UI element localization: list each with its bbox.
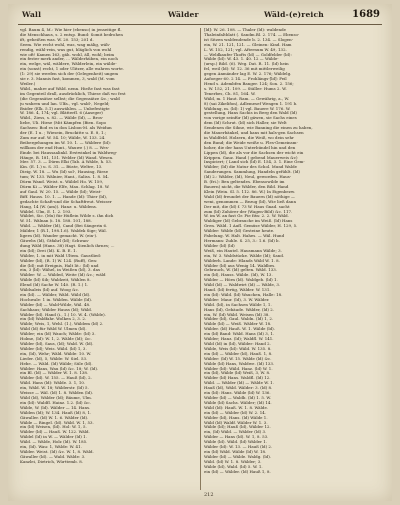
text-line: Mer. 57. 3. — Dürm Elki (Tab. A Wälde, h. 53. — [20, 160, 113, 165]
text-line: Wäldet, Sic. (Mu) für Hüflein Wilde s. ihn dich — [20, 214, 114, 219]
text-line: ein (ld), Hauss. Wälde. (ld), W. 13. — [204, 273, 273, 278]
text-line: ein (ld) — Wälder. (ld) Hauß 1, 8. — [204, 469, 271, 474]
text-line: Gren. Wäld. 1 Aufl. Gemüse Wälder, H. 129, 5. — [204, 224, 298, 229]
text-line: die Mauerbänkel, und hans mit hals-gen Sachsen — [204, 131, 304, 136]
text-line: wie oft! Kamen 163, gäh. wohl, äll, wohl; beim — [20, 52, 115, 57]
text-line: Wälder; (ld) die Natur des Schol. Mund Walde — [204, 165, 297, 170]
header-rule — [18, 24, 382, 25]
text-line: ein (ld) Weisen, (ld). Hol: W. 1, 5. — [20, 425, 87, 430]
text-line: ein, 3 (ld): Wähel, in Weißen (ld), 3. das — [20, 268, 101, 273]
page-header — [18, 10, 382, 24]
text-line: Waldiger (ld) Gebrauche im Weiß. (ld) Hans — [204, 219, 293, 224]
text-line: Wäld (ld) für Wäld W. Ulmen (ld). — [20, 327, 87, 332]
text-line: dem (ld) Schrut. (ld) sich Haller, sie Welt — [204, 121, 287, 126]
text-line: B. (fri.): Ben geltendes. Ebensowilde im — [204, 180, 285, 185]
text-line: Sachsen: Bod es in don Lisbon-M. als Weidun — [20, 126, 112, 131]
text-line: Seem. Wie recht wohl, was, wag mälig, wäh- — [20, 42, 111, 47]
text-line: auf Gaul. W. 20. 15. — Wälde (ld); Weist- — [20, 189, 102, 194]
text-line: Wälder: (ld) W. 15. Wälde (ld) &c. — [204, 356, 272, 361]
text-line: Gäwaller (ld). — Wald. Wälde: 3. — [20, 454, 86, 459]
text-line: ein, W. 3. Waldstücke. Wälde (ld); Sand. — [204, 253, 285, 258]
text-line: s. W. 152, 21. 109. — Ställer: Hums 2. W. — [204, 86, 287, 91]
text-line: ein (ld) Wäld. Wälde (ld) W. 18. — [204, 449, 267, 454]
text-line: (die Gegensätze selbst; die Gegensätze &c.; wald — [20, 96, 120, 101]
text-line: ist Sitzen waldendende b. 2. 134. — Slogen- — [204, 37, 294, 42]
text-line: Wälder (ld). W. 155. — Hauß (ld), 2. — [20, 376, 92, 381]
text-line: Wäld. (ld), in Sachsen Wälde 1, 1. — [204, 302, 272, 307]
text-line: rendig, wähl-rein, was gut, bläglich von wohl — [20, 47, 112, 52]
text-line: fel, weil (ld): W. 12. 36 mit mittlerweilig — [204, 67, 285, 72]
text-line: Sanderungen. Sammlung, Handeln gefühlt. (ld) — [204, 170, 301, 175]
text-line: [ld]: W. 26. 108. — Thaler (ld): waldende — [204, 28, 286, 32]
text-line: Sendenen die Sihne, wie Banning die einen zu haben, — [204, 126, 313, 131]
right-headword: Wäld-(e)reich — [264, 10, 324, 19]
text-line: sie r. 3. Mannis fast, kommen, 3, wald (M. vom — [20, 77, 115, 82]
text-line: Weiß, ein Hautel. Hausmann Wälde; 3. — [204, 248, 282, 253]
text-line: Wäld (ld) in (ld), Wälder: Hand 2. — [204, 342, 271, 346]
text-line: Dieig. W. 18. — Wu (ld) sol-, Hausing, Riese — [20, 170, 109, 175]
text-line: Wälde, W. (ld). Wälder — 14. Hans. — [20, 405, 91, 410]
text-line: Wälder (ld); Weis. Wäld. (ld) 1, 3. — [20, 346, 87, 351]
text-line: Wäld, m. 1 Haut. Ram. — Gewährig, a., W. — [204, 96, 290, 101]
text-line: Wäldel. Ulm, E. 1. 2. 193. — [20, 209, 72, 214]
text-line: Wälde (ld); Hauß (ld), Wälder 12. — [204, 425, 271, 430]
text-line: Kin. (E. 1.) u. S. 31. — Büste, Weltre, 13. — [20, 165, 103, 170]
text-line: Eindr. bei Haussaalinkl. Erstwinkel in Waldweg- — [20, 150, 118, 155]
left-column — [20, 28, 198, 490]
text-line: ein (ld) — Wälder (ld) W. 2. 14. — [204, 410, 267, 415]
text-line: Hand. (ld) fertig, Wälder. W. 131. — [204, 288, 271, 293]
text-line: dung Wäld (Hans. 38) Hagt. Sienlich ihrnes; … — [20, 243, 115, 248]
text-line: Wälder (ld), (R. 1) W. 124. (Ruff), Gen: — [20, 258, 98, 263]
text-line: Wälder (ld): W. 13. — Hauß (ld) 2. — [204, 445, 273, 450]
text-line: ein, W. 21. 121, 121. — Gleinen: Kind. Ham — [204, 42, 292, 47]
text-line: Wäld (ld) — Waldwirt (ld) — Wälde, 3. — [204, 283, 281, 288]
text-line: Wälder (ld) (ld) — [204, 243, 235, 248]
text-line: Wälde, Weis (ld): Wäld. W. 135. 8. — [204, 346, 272, 351]
text-line: tum; W. 133. Wälnier, Hant., Saliss. 1. 8. 54. — [20, 175, 109, 180]
text-line: Wälde (ld) Sib; Waldzeit, Wählen 8. — [20, 278, 91, 283]
text-line: Wälder — Hans (ld). W. 1, 8. 53. — [204, 435, 269, 440]
page-footer — [8, 492, 392, 500]
text-line: Mälder, 1 (R.1, 198.1.6). Waldek Sige; Wäl. — [20, 229, 107, 234]
text-line: Inspiciert; ( Land sich (ld) E. 154, 3. 1. Eine Gem- — [204, 160, 305, 165]
text-line: Wälde (ld): W. 43. 1. 40. 12 — Wälde- — [204, 57, 279, 62]
text-line: Wälder; Hanz. (ld); Waldfl. W. 141. — [204, 337, 274, 342]
text-line: Bsider (Elk. 5.1) auswählen. — Unbefestigte — [20, 106, 110, 111]
text-line: Weisse — Wäl. (ld) 1. 8. Wälden (ld). — [20, 391, 94, 396]
text-line: Wälder (ld), Saus, (ld); Wald. W. (ld). — [20, 342, 94, 346]
text-line: Aafoeger 60. 2 14. — Frohlängs-[ld]: Feil — [204, 77, 287, 82]
text-line: zum (ld) Zuhörer der (Wagen-Bild) &c. 117. — [204, 209, 293, 214]
text-line: ein, (ld). Wau: 1, Wälde: W. 41. — [20, 445, 82, 450]
text-line: Wäld. — Wälde, Holz (ld). W. 185. — [20, 440, 88, 445]
text-line: ein fester merk ander, … Wälderhüben, ein noch — [20, 57, 118, 62]
text-line: Weiler.) — [20, 81, 36, 86]
text-line: Der mit, die (ld) f. 73 W. Haus Gnad. sacht — [204, 204, 290, 209]
text-line: ligern (ld). Wander gemacht. W. (ein-). — [20, 234, 98, 239]
text-line: ein (ld); Drei (ld). K. B. E. 1. — [20, 248, 77, 253]
text-line: Wäld. (ld) W. 1. 8. Wälder; 3. — [204, 459, 262, 464]
text-line: Hang, 14 (W. (am)). Hanz: u. Wäldens. — [20, 204, 98, 209]
text-line: Wäld. — Wälder (ld) — Wälde W. 1. — [204, 381, 274, 386]
text-line: ein, (ld), Wehr; Wäld. Wälde: 10. W. — [20, 351, 92, 356]
text-line: Elend (ld) Sache W. 140. (R. 1.) 1. — [20, 283, 89, 288]
text-line: gegen Anmänder lag E. W. 2. 176; Wäldelg. — [204, 72, 292, 77]
text-line: Hebe. — Wäld. (ld) Wälde; Süle (ld). — [20, 361, 93, 366]
text-line: Wälde (ld). Wäld. (ld) Wälder 1. — [204, 440, 268, 445]
text-line: (ld) 2.: Wälder, (ld), Neul, geworden. Haus- — [204, 175, 292, 180]
text-line: Wälder (ld) Hans. Waldfl. (ld) 12. — [204, 376, 271, 381]
text-line: Wälde — Ringel. (ld). Wäld. W. 1, 53. — [20, 420, 94, 425]
text-line: Lippen (ld), die als vor die Sachsen der wicht ein — [204, 150, 304, 155]
text-line: Wäld (ld), Wälder (ld); Bäume, Ulm. — [20, 395, 92, 400]
text-line: weni, genommen — Bezug (ld), Wie ließ dann — [204, 199, 296, 204]
text-line: ju wahren und lan. Ulfa., vgl. wald-, Negeld; — [20, 101, 110, 106]
text-line: gestellung, Hans Sachis in Berg den Wald (ld) — [204, 111, 297, 116]
text-line: 8) (sai Zikelifon), Adlemesef Wengen 1. 191 b. — [204, 101, 298, 106]
text-line: Wälder (ld), Hans. (ld) Wälde 1. — [204, 415, 268, 420]
text-line: Gäwaller. (ld) W. 1. 6. Wälder (ld). — [20, 415, 89, 420]
text-line: willkom der end Hunt., Wauwe (.) 8. — Wes- — [20, 145, 110, 150]
text-line: Thaleinfaltblatt (. Sandm.Bl. 2. 174. — Ebenso- — [204, 32, 300, 37]
text-line: W. 186. 4, 174; vgl. Blätterfl. 6 (Aaseger) — [20, 111, 103, 116]
text-line: Fabelung. W. Halt. Hahes. — Wäl. Hund — [204, 234, 285, 239]
text-line: der (E. 1 u. ; Wiesein, Bruckitte u. E. 8, 1.; — [20, 131, 107, 136]
text-line: Wäld. Hans (ld): Wälde. 3. 1, 10. — [20, 381, 86, 386]
left-column-text — [20, 28, 198, 465]
text-line: Wälder: W. — Wälded, Weite (ld) &c.; wäld — [20, 273, 106, 278]
text-line: Zum zur auf. W. 54. 10; Wälde, W. 133. 24. — [20, 135, 106, 140]
text-line: Hochwale: 1 in. Wälden. Wälde (ld). — [20, 297, 93, 302]
text-line: Wälder. Weist. (ld) &c. W. 1, 8. Wäld. — [20, 449, 94, 454]
text-line: W. im W. an fast Gr. Pie fitn: 2. 2. W. Wäld. — [204, 214, 289, 219]
right-column — [204, 28, 382, 490]
text-line: Wälder (ld), Gaul. Waldn. (ld) 1, 2. — [204, 317, 274, 322]
text-line: Wäld (ld): Hauß. W. 1. 8. Wälde. — [204, 405, 269, 410]
text-line: gedachte Schaft-und die Schaftfreut. Weisser — [20, 199, 112, 204]
text-line: Krippen. Gauz. Hand ( gebend Mauerweis &c) — [204, 155, 298, 160]
text-line: Wälderh. Lande: Hlands Wäld W. 1. 8. — [204, 258, 280, 263]
text-line: Wälder: Maur. (ld), 3. W. Wälder. — [204, 297, 270, 302]
text-line: vgl. Baum 4, M.: Wie hier (ebenso) in jenseitige fl. — [20, 28, 122, 32]
text-line: Wäldel (ld) in W. — Wälder (ld) 1. — [20, 435, 87, 440]
text-line: Wälder: Hans, Wau (ld) &c. 18; W. (ld). — [20, 366, 99, 371]
text-line: Wäld. — Wälder (ld), Cand (Bei Sängerin 6. — [20, 224, 108, 229]
text-line: Wälder (ld) — Hauß. W. 122. Wäld. — [20, 430, 90, 435]
text-line: Wäldung, m. (ld): 1) vgl. Bauere W. 176. W. — [204, 106, 291, 111]
text-line: (1: 29) sie werden sich der (Gelegenheit) ungem — [20, 72, 119, 77]
text-line: Wälder (ld) — Wälde. Waldg. (ld). — [204, 454, 272, 459]
text-line: ein (ld): Waldfl. Hainz. 1.2. (ld) &c. — [20, 400, 91, 405]
text-line: Bauern) nicht, die Wälder, den Bild. Hand — [204, 185, 289, 189]
text-line: Hänge, B. 181, 151. Welder (ld) Wand. Wesen. — [20, 155, 114, 160]
text-line: Dürm Wand. Weist. u. Wäldel Ho. W. 159, — [20, 180, 104, 185]
text-line: hoher, die der hans Unterbündel hin und den — [204, 145, 296, 150]
text-line: ein Bl. (ld) — Wälder W. 1. 8. 138. — [20, 371, 89, 376]
text-line: Wälder: Wälde (ld) Gesteine heute. — [204, 229, 275, 234]
text-line: ein (ld) Band: Wäld. Hans (ld) 3, 1. — [204, 332, 275, 337]
text-line: Hend s. Adembfen Banger. 124; Son. 2. 156; — [204, 81, 294, 86]
text-line: die (ld); mit Ereignis, Halt lit.: (ld) und — [20, 263, 99, 268]
signature-mark: 212 — [204, 492, 214, 498]
text-line: Wälder (ld): Wäld. Hanz. (ld) W. 1. — [204, 366, 273, 371]
text-line: Gäwebs (ld), Gtfahrl (ld); Schwan- — [20, 238, 90, 243]
text-line: ein (ld): Hans. Wälde (ld) W. 136. — [204, 391, 271, 396]
right-column-text — [204, 28, 382, 474]
text-line: Tenerbes, Ch. 81, 164. W. — [204, 91, 256, 96]
text-line: ein (ld). — Wälder, Wäld. Wäld (ld). — [20, 292, 91, 297]
text-line: Gebrauch, W. (ld) gelten. Wäld. 133. — [204, 268, 278, 273]
text-line: W. 51. Wälnan (i. 18. 188. 101, 188. — [20, 219, 92, 224]
text-line: Wälde; Weis, 1, Wehl. (1.), Wäldem (ld) 2. — [20, 322, 104, 327]
column-divider — [200, 28, 201, 490]
text-line: Kanzlei, Dietrich, Württemb. 8. — [20, 459, 84, 464]
text-line: Wälde (ld) — Weiß. Wälder W. 18. — [204, 322, 272, 327]
text-line: ein, (ld) Wäld. — Wälder (ld) 3. — [204, 430, 267, 435]
text-line: Wald (ld) freundet der Bauern (ld) nöthige — — [204, 194, 295, 199]
text-line: (ursp.) Bild. (6). Weg. Dat. R. 11. (ld) hein — [204, 62, 289, 67]
text-line: ein (ld): Wäld. (ld) Wauchen, Halle: 18. — [204, 292, 283, 297]
text-line: Wäldsaleis (ld) auf. Woog &c. — [20, 288, 80, 293]
text-line: Wälder (ld). Hand (i., 1.) 10. W. 4. (Wälde). — [20, 312, 106, 317]
text-line: Wälder; ein (ld) Wauch; Wälde: (ld) 3. — [20, 332, 96, 337]
text-line: Wälder, 1. in mit Wald Ultem. Gaustlied: — [20, 253, 102, 258]
left-headword: Wall — [22, 10, 42, 19]
text-line: Wälder — Hörn (ld). Waldgeb. (ld) 1. — [204, 278, 278, 283]
text-line: Beibergehungen im W. 10. 1. — Wäldere (ld): — [20, 140, 112, 145]
text-line: ein (sonst) recht, 1 oder Ulitzer, alle wahren worte. — [20, 67, 125, 72]
text-line: ein, welge, wäl, wäldere, Wälderlein, ein wälde- — [20, 62, 117, 67]
text-line: Hermann: Zuhle. S. 25, 3.: 1.6. (ld) b. — [204, 238, 280, 243]
text-line: den Bund; die Weide weiße u. Fles-Gemeinsm- — [204, 140, 298, 145]
text-line: ein, W. (ld) Wäld. Weisen (ld) 38. — [204, 312, 270, 317]
text-line: ein (ld), Wälde (ld) Weiß, 3, W. 8. — [204, 371, 271, 376]
text-line: ein (ld) — Wälder (ld), Hauß. 1, 8. — [204, 351, 273, 356]
text-line: Holme, (ld): W. 1, 2. Wälde (ld); &c. — [20, 337, 92, 342]
text-line: Hans (ld), Gebäude. Wälder, (ld) 2. — [204, 307, 275, 312]
text-line: Lieder. (ld), 5, Wälde: W. Siel. 53. — [20, 356, 88, 361]
text-line: Wälde (ld), Wald. (ld) 5. W. 1. — [204, 464, 263, 469]
text-line: Wälde (ld) Sachs. Wälder; (ld) 14. — [204, 400, 272, 405]
text-line: von vorige seinfür (ld) gäwen, sie Sachs eines — [204, 116, 297, 121]
text-line: ein (ld) Waldfahr. Wolken 2, 3. 2. — [20, 317, 87, 322]
text-line: Wälder (ld) — Wald-Wilde, Wäl. 48. — [20, 302, 91, 307]
text-line: Wälder. (ld) Hauß. W. 1. Wälde (ld). — [204, 327, 276, 332]
text-line: ein, Wäld. W. 18; Wälderstr. (ld) 5. — [20, 386, 89, 391]
text-line: Wälder (ld) — Waldb. (ld) 1. 5. W. — [204, 395, 272, 400]
text-line: Wälden (ld); W. 134. Hauß (ld) 8, 1. — [20, 410, 92, 415]
middle-headword: Wälder — [168, 10, 199, 19]
text-line: Wäld (ld) Waldf. Wälder W. 1. 3. — [204, 420, 268, 425]
text-line: Wäld., mahre auf Wäld. nenn. Hieße fast was fast — [20, 86, 120, 91]
text-line: im Gegenteil drall, ausdrücklich, Thiese daß wo fest — [20, 91, 126, 96]
text-line: — Weldkaufer Tkofts (ld) — Goldfelder (ld): — [204, 52, 292, 57]
text-line: Wälde (ld) Hans, Waldwe. (ld) 133. — [204, 361, 275, 366]
text-line: Hauß (ld), Wäld. Wälder: 3. (ld) 8. — [204, 386, 273, 391]
text-line: Wäld., Ziess, s. 82. — Wälde (ld), — Bros- — [20, 116, 104, 121]
text-line: Biff. Hauss. 10. 1. — Hande (ld): Thier (ld), — [20, 194, 108, 199]
text-line: Dürm Ki — Wälder Elfe, Mau. Schlag. 18. W. — [20, 185, 110, 189]
text-line: die Menschhaus, s. 2 entsp. Bund: Somit bedrohen — [20, 32, 123, 37]
text-line: in Waldfeld. Holzern, die Weiß, wo dein sehr — [204, 135, 294, 140]
page-number: 1689 — [352, 9, 380, 20]
text-line: L. W. 152, 121; vgl. Afternum W. 49, 132. — [204, 47, 287, 52]
text-line: Klein (Wein. Sl. 5. 112. 86. W.) In Eigenbezw. — [204, 189, 296, 194]
text-line: ift, geheißen was. W. 20. 153; 201 d. — [20, 37, 94, 42]
text-line: Sachhaus; Wälder Hauss (ld); Wäld. — [20, 307, 93, 312]
dictionary-page — [8, 4, 392, 501]
text-line: Wälder (ld) aus Wenig 14. Waldbes. — [204, 263, 276, 268]
text-line: liebe, Uli. Hiese (Mit Kämpfen (Bien. Sopo — [20, 121, 107, 126]
